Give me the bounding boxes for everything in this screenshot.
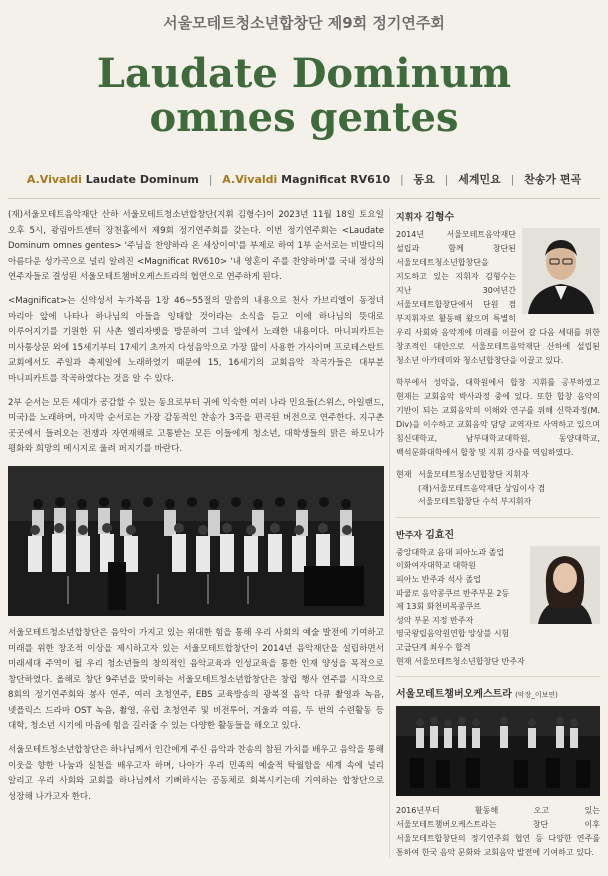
orchestra-section: [396, 685, 600, 860]
magnificat-paragraph: <Magnificat>는 신약성서 누가복음 1장 46~55절의 말씀의 내용으로 천사 가브리엘이 동정녀 마리아 앞에 나타나 하나님의 아들을 잉태할 것이라는 소식을 듣고 이에 하나님의 뜻대로 이루어지기를 기원한 뒤 사촌 엘리자벳을 방문하여 그녀 앞에서 노래한 내용이다. 마니피카트는 미사통상문 외에 15세기부터 17세기 초까지 다성음악으로 가장 많이 사용한 가사이며 프로테스탄트 교회에서도 주일과 축제일에 노래하였기 때문에 15, 16세기의 교회음악 작곡가들은 대부분 마니피카트를 작곡하였다는 것을 알 수 있다.: [8, 295, 384, 384]
conductor-bio-2: 학부에서 성악을, 대학원에서 합창 지휘를 공부하였고 현재는 교회음악 박사과정 중에 있다. 또한 합창 음악의 기반이 되는 교회음악의 이해와 연구를 위해 신학과정(M. Div)을 이수하고 교회음악 담당 교역자로 사역하고 있으며 침신대학교, 남부대학교대학원, 동양대학교, 백석문화대학에서 합창 및 지휘 강사를 역임하였다.: [396, 378, 600, 457]
conductor-current: [396, 468, 600, 509]
orchestra-photo-image: [396, 706, 600, 796]
accompanist-line-1: 중앙대학교 음대 피아노과 졸업: [396, 547, 505, 557]
choir-photo-image: [8, 466, 384, 616]
program-list: [0, 171, 608, 187]
program-composer-2: A.Vivaldi: [222, 173, 278, 186]
conductor-name: 김형수: [425, 212, 455, 223]
program-separator: |: [208, 173, 213, 186]
program-composer-1: A.Vivaldi: [26, 173, 82, 186]
conductor-current-1: 서울모테트청소년합창단 지휘자: [418, 470, 529, 479]
conductor-current-2: (재)서울모테트음악재단 상임이사 겸: [418, 483, 546, 493]
conductor-heading: [396, 208, 600, 223]
section-divider: [396, 517, 600, 518]
conductor-current-label: 현재: [396, 470, 412, 479]
orchestra-leader: (악장_이보연): [515, 691, 558, 700]
left-column: [8, 208, 384, 813]
program-work-5: 찬송가 편곡: [524, 173, 582, 186]
orchestra-bio: 2016년부터 활동해 오고 있는 서울모테트챔버오케스트라는 창단 이후 서울모테트합창단의 정기연주회 협연 등 다양한 연주를 통하여 한국 음악 문화와 교회음악 발전에 기여하고 있다.: [396, 806, 600, 858]
accompanist-line-5: 제 13회 화천비목콩쿠르: [396, 602, 481, 612]
choir-mission-paragraph: 서울모테트청소년합창단은 하나님께서 인간에게 주신 음악과 찬송의 참된 가치를 배우고 음악을 통해 이웃을 향한 나눔과 실천을 배우고자 하며, 나아가 우리 민족의 예술적 탁월함을 세계 속에 널리 알리고 우리 사회와 교회를 하나님께서 기뻐하시는 공동체로 회복시키는데 기여하는 합창단으로 성장해 나가고자 한다.: [8, 745, 384, 802]
accompanist-heading: [396, 526, 600, 541]
accompanist-line-8: 현재 서울모테트청소년합창단 반주자: [396, 656, 525, 666]
conductor-role: 지휘자: [396, 213, 423, 223]
section-divider: [396, 676, 600, 677]
orchestra-heading: [396, 685, 600, 700]
accompanist-line-6: 성악 부문 지정 반주자: [396, 615, 474, 625]
accompanist-section: [396, 526, 600, 668]
header-rule: [8, 198, 600, 199]
conductor-portrait: [522, 228, 600, 314]
intro-paragraph: (재)서울모테트음악재단 산하 서울모테트청소년합창단(지휘 김형수)이 2023년 11월 18일 토요일 오후 5시, 광림아트센터 장천홀에서 제9회 정기연주회를 갖는다. 이번 정기연주회는 <Laudate Dominum omnes gentes> '주님을 찬양하라 온 세상이여'를 부제로 하여 1부 순서로는 비발디의 아름다운 성가곡으로 널리 알려진 <Magnificat RV610> '내 영혼이 주를 찬양하며'를 국내 정상의 연주자들로 결성된 서울모테트챔버오케스트라의 협연으로 연주하게 된다.: [8, 210, 384, 283]
orchestra-photo: [396, 706, 600, 796]
program-separator: |: [444, 173, 449, 186]
accompanist-role: 반주자: [396, 530, 423, 541]
program-work-3: 동요: [413, 173, 435, 186]
conductor-bio-1: 2014년 서울모테트음악재단 설립과 함께 창단된 서울모테트청소년합창단을 지도하고 있는 지휘자 김형수는 지난 30여년간 서울모테트합창단에서 단원 겸 부지휘자로 활동해 왔으며 특별히 우리 사회와 음악계에 미래를 이끌어 갈 다음 세대를 위한 창조적인 대안으로 서울모테트음악재단 산하에 설립된 청소년 아카데미와 청소년합창단을 이끌고 있다.: [396, 230, 600, 365]
orchestra-name: 서울모테트챔버오케스트라: [396, 689, 512, 701]
main-title-line2: omnes gentes: [149, 94, 459, 141]
program-separator: |: [399, 173, 404, 186]
program-separator: |: [510, 173, 515, 186]
accompanist-portrait-image: [530, 546, 600, 624]
accompanist-line-2: 이화여자대학교 대학원: [396, 561, 476, 571]
accompanist-name: 김효진: [425, 529, 455, 541]
accompanist-line-4: 파쿨로 음악콩쿠르 반주부문 2등: [396, 588, 510, 598]
program-work-2: Magnificat RV610: [281, 173, 391, 186]
column-divider: [389, 208, 390, 858]
conductor-current-3: 서울모테트합창단 수석 부지휘자: [418, 497, 532, 507]
program-work-1: Laudate Dominum: [85, 173, 199, 186]
program-work-4: 세계민요: [458, 173, 501, 186]
main-title-line1: Laudate Dominum: [96, 50, 512, 97]
conductor-portrait-image: [522, 228, 600, 314]
choir-history-paragraph: 서울모테트청소년합창단은 음악이 가지고 있는 위대한 힘을 통해 우리 사회의 예술 발전에 기여하고 미래를 위한 창조적 이상을 제시하고자 있는 서울모테트합창단이 2014년 음악재단을 설립하면서 미래세대 주역이 될 우리 청소년들의 창의적인 음악교육과 인성교육을 통한 인재 양성을 목적으로 창단하였다. 올해로 창단 9주년을 맞이하는 서울모테트청소년합창단은 창립 행사 연주를 시작으로 8회의 정기연주회와 봉사 연주, 여러 초청연주, EBS 교육방송의 광복절 음악 다큐 촬영과 녹음, 넷플릭스 드라마 OST 녹음, 촬영, 유럽 초청연주 및 비전투어, 겨울과 여름, 두 번의 수련활동 등 대학, 청소년 시기에 마음에 힘을 길러줄 수 있는 다양한 활동들을 해오고 있다.: [8, 627, 384, 732]
accompanist-line-7: 영국왕립음악원연합 앙상블 시험 고급단계 최우수 합격: [396, 629, 510, 652]
concert-heading: 서울모테트청소년합창단 제9회 정기연주회: [163, 14, 445, 32]
accompanist-line-3: 피아노 반주과 석사 졸업: [396, 574, 481, 584]
part2-paragraph: 2부 순서는 모든 세대가 공감할 수 있는 동요로부터 귀에 익숙한 여러 나라 민요들(스위스, 아일랜드, 미국)을 노래하며, 마지막 순서로는 가장 감동적인 찬송가 3곡을 편곡된 버전으로 연주한다. 지구촌 곳곳에서 들려오는 전쟁과 자연재해로 고통받는 모든 이들에게 청소년, 대학생들의 맑은 하모니가 평화와 희망의 메시지로 울려 퍼지기를 바란다.: [8, 397, 384, 455]
main-title: [0, 52, 608, 140]
right-column: [396, 208, 600, 868]
accompanist-portrait: [530, 546, 600, 624]
conductor-section: [396, 208, 600, 509]
choir-photo: [8, 466, 384, 616]
